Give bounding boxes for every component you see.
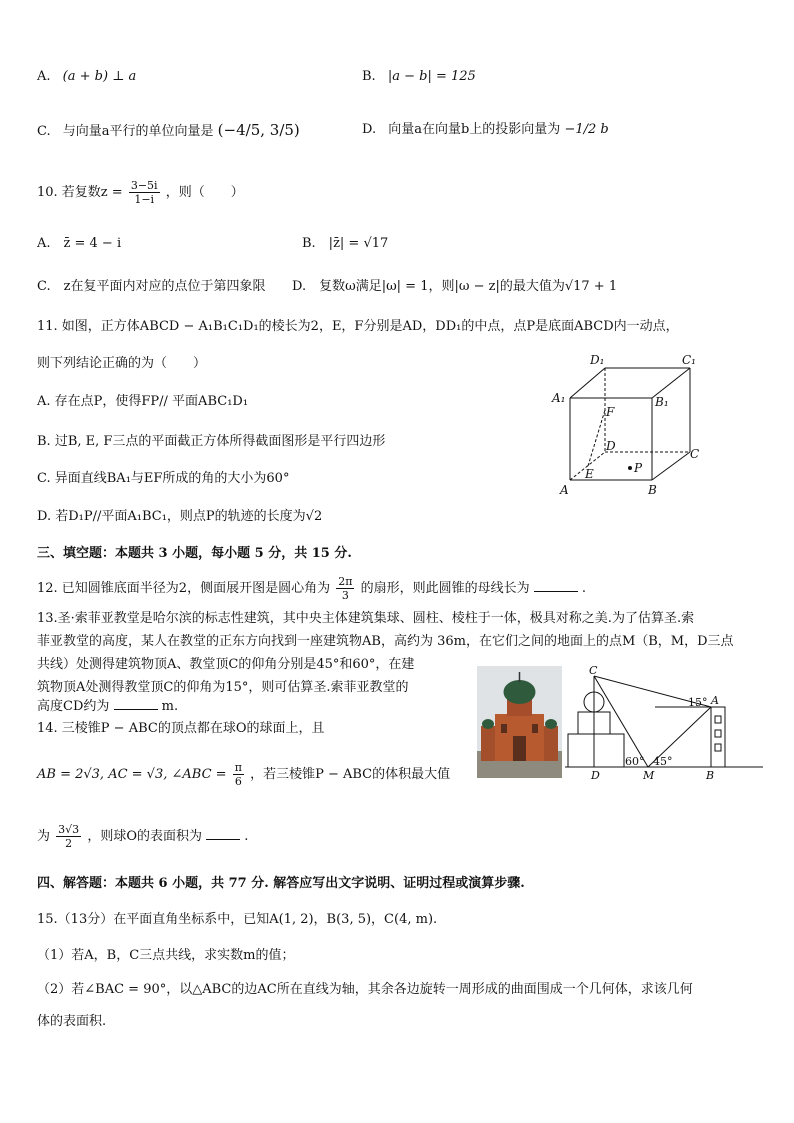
question-10-stem (37, 176, 244, 210)
label-B1: B₁ (655, 395, 669, 409)
option-11d: D. 若D₁P//平面A₁BC₁，则点P的轨迹的长度为√2 (37, 509, 323, 524)
answer-blank[interactable] (206, 827, 240, 840)
option-10b: B. |z̄| = √17 (302, 236, 389, 251)
question-text: 12. 已知圆锥底面半径为2，侧面展开图是圆心角为 (37, 581, 331, 596)
option-math: −1/2 b (564, 122, 609, 137)
question-14-line (37, 818, 248, 856)
option-label: B. (362, 69, 376, 84)
option-text: |a − b| = 125 (387, 69, 476, 84)
option-11b: B. 过B, E, F三点的平面截正方体所得截面图形是平行四边形 (37, 434, 386, 449)
answer-blank[interactable] (534, 579, 578, 592)
label-A1: A₁ (552, 391, 566, 405)
question-math: AB = 2√3, AC = √3, ∠ABC = (37, 767, 227, 782)
question-13-line: 13.圣·索菲亚教堂是哈尔滨的标志性建筑，其中央主体建筑集球、圆柱、棱柱于一体，极具对称之美.为了估算圣.索 (37, 611, 695, 626)
question-text: ，若三棱锥P − ABC的体积最大值 (250, 767, 451, 782)
option-9b (362, 68, 476, 86)
question-text: . (244, 829, 249, 844)
label-C: C (589, 664, 598, 677)
denominator: 6 (234, 775, 242, 788)
numerator: π (234, 761, 242, 774)
label-D1: D₁ (590, 353, 605, 367)
option-label: D. (362, 122, 377, 137)
label-M: M (643, 769, 655, 782)
fraction (336, 575, 354, 602)
option-label: C. (37, 124, 51, 139)
label-C1: C₁ (682, 353, 696, 367)
option-11a: A. 存在点P，使得FP// 平面ABC₁D₁ (37, 394, 249, 409)
label-45deg: 45° (653, 755, 673, 768)
question-14-line: 14. 三棱锥P − ABC的顶点都在球O的球面上，且 (37, 721, 325, 736)
option-9d (362, 121, 609, 139)
question-13-line: 共线）处测得建筑物顶A、教堂顶C的仰角分别是45°和60°，在建 (37, 657, 415, 672)
label-P: P (634, 461, 643, 475)
question-text: 的扇形，则此圆锥的母线长为 (360, 581, 530, 596)
option-11c: C. 异面直线BA₁与EF所成的角的大小为60° (37, 471, 290, 486)
denominator: 1−i (134, 193, 155, 206)
label-E: E (585, 467, 594, 481)
question-15-stem: 15.（13分）在平面直角坐标系中，已知A(1, 2)，B(3, 5)，C(4, m). (37, 912, 438, 927)
question-11-stem: 11. 如图，正方体ABCD − A₁B₁C₁D₁的棱长为2，E，F分别是AD，DD₁的中点，点P是底面ABCD内一动点， (37, 319, 679, 334)
option-9a (37, 68, 136, 86)
option-text: 向量a在向量b上的投影向量为 (388, 122, 561, 137)
question-15-part2-cont: 体的表面积. (37, 1014, 107, 1029)
church-photo (477, 666, 562, 778)
question-14-line (37, 757, 450, 793)
denominator: 2 (65, 837, 73, 850)
label-60deg: 60° (625, 755, 645, 768)
question-text: 10. 若复数z = (37, 185, 123, 200)
option-label: A. (37, 69, 51, 84)
question-15-part2: （2）若∠BAC = 90°，以△ABC的边AC所在直线为轴，其余各边旋转一周形成的曲面围成一个几何体，求该几何 (37, 982, 693, 997)
label-C: C (690, 447, 700, 461)
option-text: (a + b) ⊥ a (62, 69, 137, 84)
question-text: 高度CD约为 (37, 699, 110, 714)
label-A: A (560, 483, 569, 497)
question-13-line (37, 697, 178, 716)
measurement-diagram (563, 664, 768, 782)
option-10d: D. 复数ω满足|ω| = 1，则|ω − z|的最大值为√17 + 1 (292, 279, 618, 294)
label-15deg: 15° (688, 696, 708, 709)
label-D: D (606, 439, 616, 453)
numerator: 3−5i (130, 179, 158, 192)
question-text: ，则球O的表面积为 (87, 829, 202, 844)
question-13-line: 筑物顶A处测得教堂顶C的仰角为15°，则可估算圣.索菲亚教堂的 (37, 680, 409, 695)
answer-blank[interactable] (114, 697, 158, 710)
label-A: A (711, 694, 719, 707)
fraction (129, 179, 160, 206)
fraction (56, 823, 81, 850)
question-text: 为 (37, 829, 51, 844)
question-13-line: 菲亚教堂的高度，某人在教堂的正东方向找到一座建筑物AB，高约为 36m，在它们之间的地面上的点M（B，M，D三点 (37, 634, 734, 649)
question-text: m. (161, 699, 179, 714)
question-15-part1: （1）若A，B，C三点共线，求实数m的值； (37, 948, 295, 963)
fraction (233, 761, 244, 788)
option-9c (37, 121, 300, 141)
option-math: (−4/5, 3/5) (217, 121, 300, 139)
cube-figure (550, 350, 710, 500)
denominator: 3 (341, 589, 349, 602)
option-10c: C. z在复平面内对应的点位于第四象限 (37, 279, 266, 294)
label-F: F (606, 405, 615, 419)
question-12 (37, 572, 586, 606)
section-heading-3: 三、填空题：本题共 3 小题，每小题 5 分，共 15 分. (37, 546, 352, 561)
question-text: ，则（ ） (165, 185, 244, 200)
numerator: 3√3 (58, 823, 80, 836)
numerator: 2π (338, 575, 353, 588)
label-D: D (591, 769, 600, 782)
label-B: B (648, 483, 657, 497)
label-B: B (706, 769, 715, 782)
question-11-stem-cont: 则下列结论正确的为（ ） (37, 356, 207, 371)
section-heading-4: 四、解答题：本题共 6 小题，共 77 分. 解答应写出文字说明、证明过程或演算步骤. (37, 876, 525, 891)
option-10a: A. z̄ = 4 − i (37, 236, 122, 251)
option-text: 与向量a平行的单位向量是 (62, 124, 214, 139)
question-text: . (581, 581, 587, 596)
